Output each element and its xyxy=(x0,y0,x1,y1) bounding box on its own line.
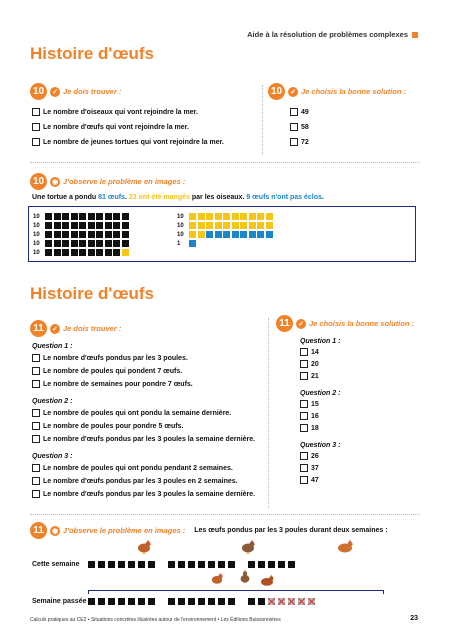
divider xyxy=(30,162,420,163)
grid-row xyxy=(33,239,130,248)
egg-grid-box xyxy=(28,206,416,262)
egg-square xyxy=(198,561,205,568)
egg-cell xyxy=(198,213,205,220)
grid-row xyxy=(33,230,130,239)
egg-cell xyxy=(113,222,120,229)
egg-cell xyxy=(105,231,112,238)
row-count-label: 10 xyxy=(33,240,40,247)
checkbox[interactable] xyxy=(32,380,40,388)
page-number: 23 xyxy=(410,615,418,622)
egg-square xyxy=(258,598,265,605)
eye-icon: ◉ xyxy=(51,527,59,535)
egg-square xyxy=(278,561,285,568)
row-count-label: 10 xyxy=(177,231,184,238)
egg-cell xyxy=(96,222,103,229)
egg-cell xyxy=(122,249,129,256)
hen-icon xyxy=(136,540,152,559)
egg-square xyxy=(138,598,145,605)
egg-square xyxy=(178,561,185,568)
section2-title: Histoire d'œufs xyxy=(30,284,154,303)
list-item[interactable]: Le nombre d'oiseaux qui vont rejoindre la mer. xyxy=(32,108,224,116)
grid-row xyxy=(177,212,274,221)
egg-cell xyxy=(215,231,222,238)
egg-cell xyxy=(232,213,239,220)
checkbox[interactable] xyxy=(32,477,40,485)
answer-option[interactable]: 16 xyxy=(300,412,340,420)
egg-cell xyxy=(257,231,264,238)
egg-cell xyxy=(54,240,61,247)
checkbox[interactable] xyxy=(290,108,298,116)
list-item[interactable]: Le nombre d'œufs pondus par les 3 poules la semaine dernière. xyxy=(32,435,255,443)
number-badge: 11 xyxy=(30,522,47,539)
egg-cell xyxy=(62,249,69,256)
egg-group xyxy=(168,598,238,605)
egg-square xyxy=(128,561,135,568)
check-icon: ✓ xyxy=(288,87,298,97)
egg-cell xyxy=(223,222,230,229)
checkbox[interactable] xyxy=(300,372,308,380)
egg-cell xyxy=(257,213,264,220)
section2-choix-head xyxy=(276,315,414,332)
grid-row xyxy=(177,230,274,239)
egg-cell xyxy=(45,222,52,229)
egg-square xyxy=(228,598,235,605)
egg-cell xyxy=(62,222,69,229)
egg-cell xyxy=(54,222,61,229)
egg-cell xyxy=(240,222,247,229)
egg-square xyxy=(108,561,115,568)
egg-cell xyxy=(249,213,256,220)
divider xyxy=(262,85,263,155)
egg-cell xyxy=(232,222,239,229)
egg-cell xyxy=(62,240,69,247)
egg-row-cette-semaine xyxy=(88,561,308,568)
egg-cell xyxy=(96,240,103,247)
section2-questions xyxy=(32,343,255,498)
egg-square xyxy=(278,598,285,605)
egg-group xyxy=(248,561,298,568)
checkbox[interactable] xyxy=(300,400,308,408)
list-item[interactable]: Le nombre de poules qui pondent 7 œufs. xyxy=(32,367,255,375)
answer-option[interactable]: 47 xyxy=(300,476,340,484)
list-item[interactable]: Le nombre d'œufs pondus par les 3 poules en 2 semaines. xyxy=(32,477,255,485)
egg-square xyxy=(168,561,175,568)
egg-cell xyxy=(88,231,95,238)
answer-option[interactable]: 21 xyxy=(300,372,340,380)
egg-cell xyxy=(257,222,264,229)
egg-cell xyxy=(266,231,273,238)
answer-option[interactable]: 72 xyxy=(290,138,309,146)
egg-square xyxy=(108,598,115,605)
egg-square xyxy=(298,598,305,605)
egg-cell xyxy=(79,249,86,256)
question-label: Question 1 : xyxy=(32,343,73,350)
egg-square xyxy=(118,561,125,568)
checkbox[interactable] xyxy=(32,422,40,430)
observe-label: J'observe le problème en images : xyxy=(63,526,186,535)
egg-cell xyxy=(45,240,52,247)
header-square-icon xyxy=(412,32,418,38)
dois-label: Je dois trouver : xyxy=(63,324,122,333)
hen-icon xyxy=(210,572,224,590)
grid-row xyxy=(33,212,130,221)
egg-cell xyxy=(88,249,95,256)
row-count-label: 10 xyxy=(33,231,40,238)
checkbox[interactable] xyxy=(32,367,40,375)
number-badge: 10 xyxy=(30,83,47,100)
egg-group xyxy=(88,561,158,568)
egg-square xyxy=(208,561,215,568)
answer-option[interactable]: 37 xyxy=(300,464,340,472)
question-label: Question 2 : xyxy=(32,398,73,405)
egg-cell xyxy=(266,213,273,220)
checkbox[interactable] xyxy=(300,476,308,484)
choix-label: Je choisis la bonne solution : xyxy=(309,319,415,328)
grid-right xyxy=(177,212,274,248)
answer-option[interactable]: 49 xyxy=(290,108,309,116)
checkbox[interactable] xyxy=(32,435,40,443)
egg-group xyxy=(168,561,238,568)
check-icon: ✓ xyxy=(50,87,60,97)
list-item[interactable]: Le nombre d'œufs pondus par les 3 poules. xyxy=(32,354,255,362)
egg-cell xyxy=(232,231,239,238)
egg-cell xyxy=(215,213,222,220)
egg-cell xyxy=(71,213,78,220)
observe-label: J'observe le problème en images : xyxy=(63,177,186,186)
egg-cell xyxy=(266,222,273,229)
eye-icon: ◉ xyxy=(51,178,59,186)
list-item[interactable]: Le nombre de poules qui ont pondu pendant 2 semaines. xyxy=(32,464,255,472)
egg-group xyxy=(248,598,318,605)
egg-square xyxy=(98,561,105,568)
egg-cell xyxy=(45,231,52,238)
checkbox[interactable] xyxy=(300,348,308,356)
egg-square xyxy=(268,561,275,568)
checkbox[interactable] xyxy=(300,464,308,472)
egg-cell xyxy=(96,249,103,256)
section1-observe-head xyxy=(30,173,185,190)
hen-icon xyxy=(238,570,252,589)
egg-cell xyxy=(122,240,129,247)
egg-cell xyxy=(105,249,112,256)
egg-cell xyxy=(249,231,256,238)
egg-cell xyxy=(113,240,120,247)
egg-cell xyxy=(105,240,112,247)
header-text: Aide à la résolution de problèmes complexes xyxy=(247,30,408,39)
grid-row xyxy=(177,239,274,248)
egg-square xyxy=(98,598,105,605)
divider xyxy=(30,514,420,515)
egg-cell xyxy=(189,240,196,247)
egg-cell xyxy=(249,222,256,229)
number-badge: 10 xyxy=(30,173,47,190)
question-label: Question 1 : xyxy=(300,338,341,345)
egg-cell xyxy=(223,231,230,238)
checkbox[interactable] xyxy=(32,354,40,362)
egg-square xyxy=(208,598,215,605)
answer-option[interactable]: 26 xyxy=(300,452,340,460)
egg-cell xyxy=(198,231,205,238)
question-label: Question 3 : xyxy=(300,442,341,449)
egg-cell xyxy=(71,249,78,256)
checkbox[interactable] xyxy=(32,464,40,472)
section2-dois-head xyxy=(30,320,121,337)
row-count-label: 1 xyxy=(177,240,181,247)
question-label: Question 2 : xyxy=(300,390,341,397)
egg-square xyxy=(188,561,195,568)
egg-cell xyxy=(206,213,213,220)
section2-observe-head xyxy=(30,522,388,539)
egg-cell xyxy=(96,231,103,238)
section1-dois-head xyxy=(30,83,121,100)
egg-cell xyxy=(88,240,95,247)
egg-square xyxy=(218,561,225,568)
answer-option[interactable]: 20 xyxy=(300,360,340,368)
egg-cell xyxy=(62,213,69,220)
divider xyxy=(268,318,269,508)
checkbox[interactable] xyxy=(300,412,308,420)
egg-cell xyxy=(206,222,213,229)
list-item[interactable]: Le nombre de semaines pour pondre 7 œufs. xyxy=(32,380,255,388)
egg-cell xyxy=(88,222,95,229)
egg-square xyxy=(148,561,155,568)
checkbox[interactable] xyxy=(290,123,298,131)
egg-cell xyxy=(113,249,120,256)
grid-row xyxy=(33,221,130,230)
egg-cell xyxy=(105,213,112,220)
grid-row xyxy=(33,248,130,257)
egg-cell xyxy=(71,222,78,229)
egg-square xyxy=(178,598,185,605)
egg-cell xyxy=(71,231,78,238)
egg-cell xyxy=(240,213,247,220)
section1-choix-list xyxy=(290,108,309,146)
semaine-passee-label: Semaine passée xyxy=(32,598,87,605)
egg-square xyxy=(228,561,235,568)
egg-cell xyxy=(113,213,120,220)
checkbox[interactable] xyxy=(300,360,308,368)
checkbox[interactable] xyxy=(32,108,40,116)
list-item[interactable]: Le nombre de poules qui ont pondu la semaine dernière. xyxy=(32,409,255,417)
footer-text: Calculs pratiques au CE2 • Situations concrètes illustrées autour de l'environnement • Les Éditions Buissonnières xyxy=(30,617,281,623)
number-badge: 10 xyxy=(268,83,285,100)
egg-square xyxy=(128,598,135,605)
grid-row xyxy=(177,221,274,230)
egg-square xyxy=(148,598,155,605)
checkbox[interactable] xyxy=(32,138,40,146)
checkbox[interactable] xyxy=(300,452,308,460)
egg-cell xyxy=(54,231,61,238)
egg-cell xyxy=(88,213,95,220)
egg-cell xyxy=(198,222,205,229)
egg-square xyxy=(248,561,255,568)
egg-row-semaine-passee xyxy=(88,598,328,605)
egg-square xyxy=(168,598,175,605)
egg-square xyxy=(288,561,295,568)
egg-cell xyxy=(79,213,86,220)
grid-left xyxy=(33,212,130,257)
section1-title: Histoire d'œufs xyxy=(30,44,154,63)
egg-cell xyxy=(215,222,222,229)
egg-cell xyxy=(79,240,86,247)
row-count-label: 10 xyxy=(33,213,40,220)
row-count-label: 10 xyxy=(177,222,184,229)
number-badge: 11 xyxy=(276,315,293,332)
egg-square xyxy=(248,598,255,605)
egg-cell xyxy=(62,231,69,238)
bracket xyxy=(88,590,384,594)
egg-cell xyxy=(189,231,196,238)
egg-square xyxy=(258,561,265,568)
egg-cell xyxy=(71,240,78,247)
egg-cell xyxy=(122,222,129,229)
checkbox[interactable] xyxy=(300,424,308,432)
egg-cell xyxy=(223,213,230,220)
egg-cell xyxy=(105,222,112,229)
row-count-label: 10 xyxy=(177,213,184,220)
egg-cell xyxy=(122,231,129,238)
list-item[interactable]: Le nombre d'œufs qui vont rejoindre la mer. xyxy=(32,123,224,131)
checkbox[interactable] xyxy=(32,123,40,131)
egg-cell xyxy=(54,213,61,220)
answer-option[interactable]: 18 xyxy=(300,424,340,432)
page-header xyxy=(247,30,418,39)
egg-square xyxy=(288,598,295,605)
egg-cell xyxy=(45,249,52,256)
row-count-label: 10 xyxy=(33,222,40,229)
egg-cell xyxy=(122,213,129,220)
egg-cell xyxy=(113,231,120,238)
egg-square xyxy=(188,598,195,605)
problem-sentence: Une tortue a pondu 81 œufs. 23 ont été mangés par les oiseaux. 9 œufs n'ont pas éclos. xyxy=(32,194,324,201)
question-label: Question 3 : xyxy=(32,453,73,460)
egg-square xyxy=(88,561,95,568)
egg-square xyxy=(118,598,125,605)
egg-cell xyxy=(96,213,103,220)
check-icon: ✓ xyxy=(296,319,306,329)
row-count-label: 10 xyxy=(33,249,40,256)
section1-dois-list xyxy=(32,108,224,146)
egg-square xyxy=(198,598,205,605)
egg-cell xyxy=(240,231,247,238)
egg-square xyxy=(138,561,145,568)
answer-option[interactable]: 58 xyxy=(290,123,309,131)
egg-cell xyxy=(189,222,196,229)
egg-square xyxy=(268,598,275,605)
checkbox[interactable] xyxy=(32,409,40,417)
check-icon: ✓ xyxy=(50,324,60,334)
egg-cell xyxy=(206,231,213,238)
hen-icon xyxy=(335,540,355,559)
number-badge: 11 xyxy=(30,320,47,337)
section2-answers xyxy=(300,338,340,484)
egg-cell xyxy=(79,222,86,229)
egg-cell xyxy=(45,213,52,220)
egg-cell xyxy=(54,249,61,256)
choix-label: Je choisis la bonne solution : xyxy=(301,87,407,96)
list-item[interactable]: Le nombre de poules pour pondre 5 œufs. xyxy=(32,422,255,430)
list-item[interactable]: Le nombre de jeunes tortues qui vont rejoindre la mer. xyxy=(32,138,224,146)
egg-square xyxy=(218,598,225,605)
egg-group xyxy=(88,598,158,605)
egg-square xyxy=(308,598,315,605)
list-item[interactable]: Le nombre d'œufs pondus par les 3 poules la semaine dernière. xyxy=(32,490,255,498)
dois-label: Je dois trouver : xyxy=(63,87,122,96)
answer-option[interactable]: 14 xyxy=(300,348,340,356)
checkbox[interactable] xyxy=(290,138,298,146)
checkbox[interactable] xyxy=(32,490,40,498)
cette-semaine-label: Cette semaine xyxy=(32,561,80,568)
egg-cell xyxy=(189,213,196,220)
egg-square xyxy=(88,598,95,605)
observe-caption: Les œufs pondus par les 3 poules durant deux semaines : xyxy=(194,527,388,534)
answer-option[interactable]: 15 xyxy=(300,400,340,408)
section1-choix-head xyxy=(268,83,406,100)
egg-cell xyxy=(79,231,86,238)
hen-icon xyxy=(240,540,256,559)
